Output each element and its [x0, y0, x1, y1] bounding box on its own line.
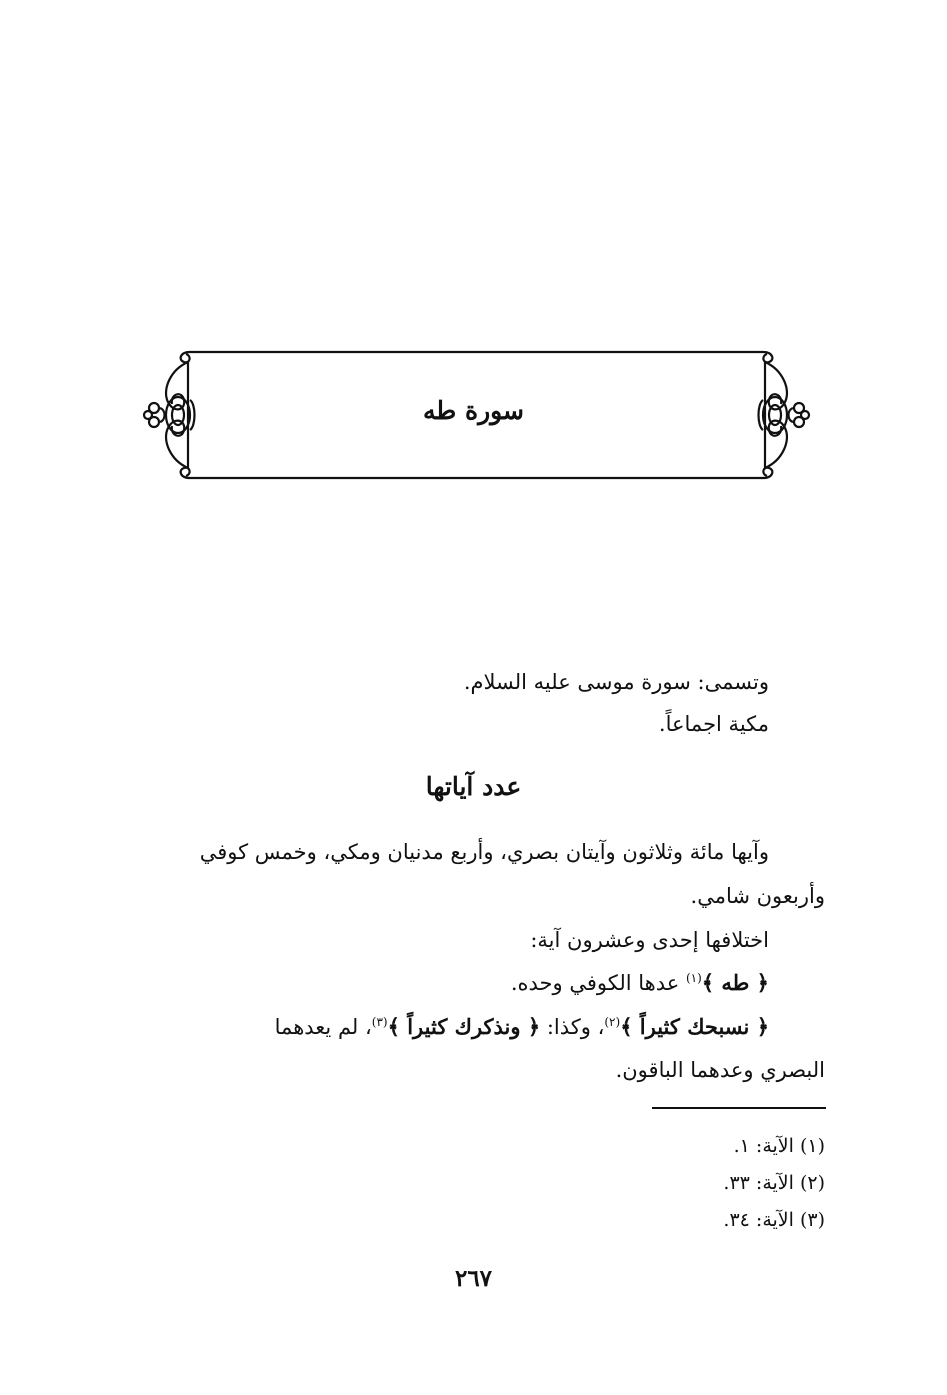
- paragraph-3-text: عدها الكوفي وحده.: [510, 971, 686, 995]
- paragraph-3: [511, 970, 769, 995]
- verse-quote: ﴿ نسبحك كثيراً ﴾: [620, 1014, 769, 1039]
- paragraph-4-line-1: [275, 1014, 769, 1039]
- footnote-2: (٢) الآية: ٣٣.: [723, 1172, 825, 1194]
- paragraph-4-text: ، لم يعدهما: [274, 1015, 372, 1039]
- intro-line-2: مكية اجماعاً.: [658, 712, 769, 736]
- paragraph-2: اختلافها إحدى وعشرون آية:: [530, 928, 769, 952]
- paragraph-1-line-1: وآيها مائة وثلاثون وآيتان بصري، وأربع مدنيان ومكي، وخمس كوفي: [199, 840, 769, 864]
- verse-quote: ﴿ ونذكرك كثيراً ﴾: [387, 1014, 541, 1039]
- footnote-1: (١) الآية: ١.: [733, 1135, 825, 1157]
- footnote-divider: [652, 1107, 826, 1109]
- footnote-ref: (١): [685, 971, 702, 985]
- paragraph-4-text: ، وكذا:: [540, 1015, 605, 1039]
- page-number: ٢٦٧: [454, 1265, 493, 1292]
- footnote-ref: (٣): [371, 1015, 388, 1029]
- section-heading: عدد آياتها: [425, 772, 522, 801]
- paragraph-4-line-2: البصري وعدهما الباقون.: [615, 1058, 825, 1082]
- surah-title: سورة طه: [422, 396, 525, 425]
- verse-quote: ﴿ طه ﴾: [701, 970, 769, 995]
- footnote-ref: (٢): [604, 1015, 621, 1029]
- intro-line-1: وتسمى: سورة موسى عليه السلام.: [463, 670, 769, 694]
- footnote-3: (٣) الآية: ٣٤.: [723, 1209, 825, 1231]
- paragraph-1-line-2: وأربعون شامي.: [690, 884, 825, 908]
